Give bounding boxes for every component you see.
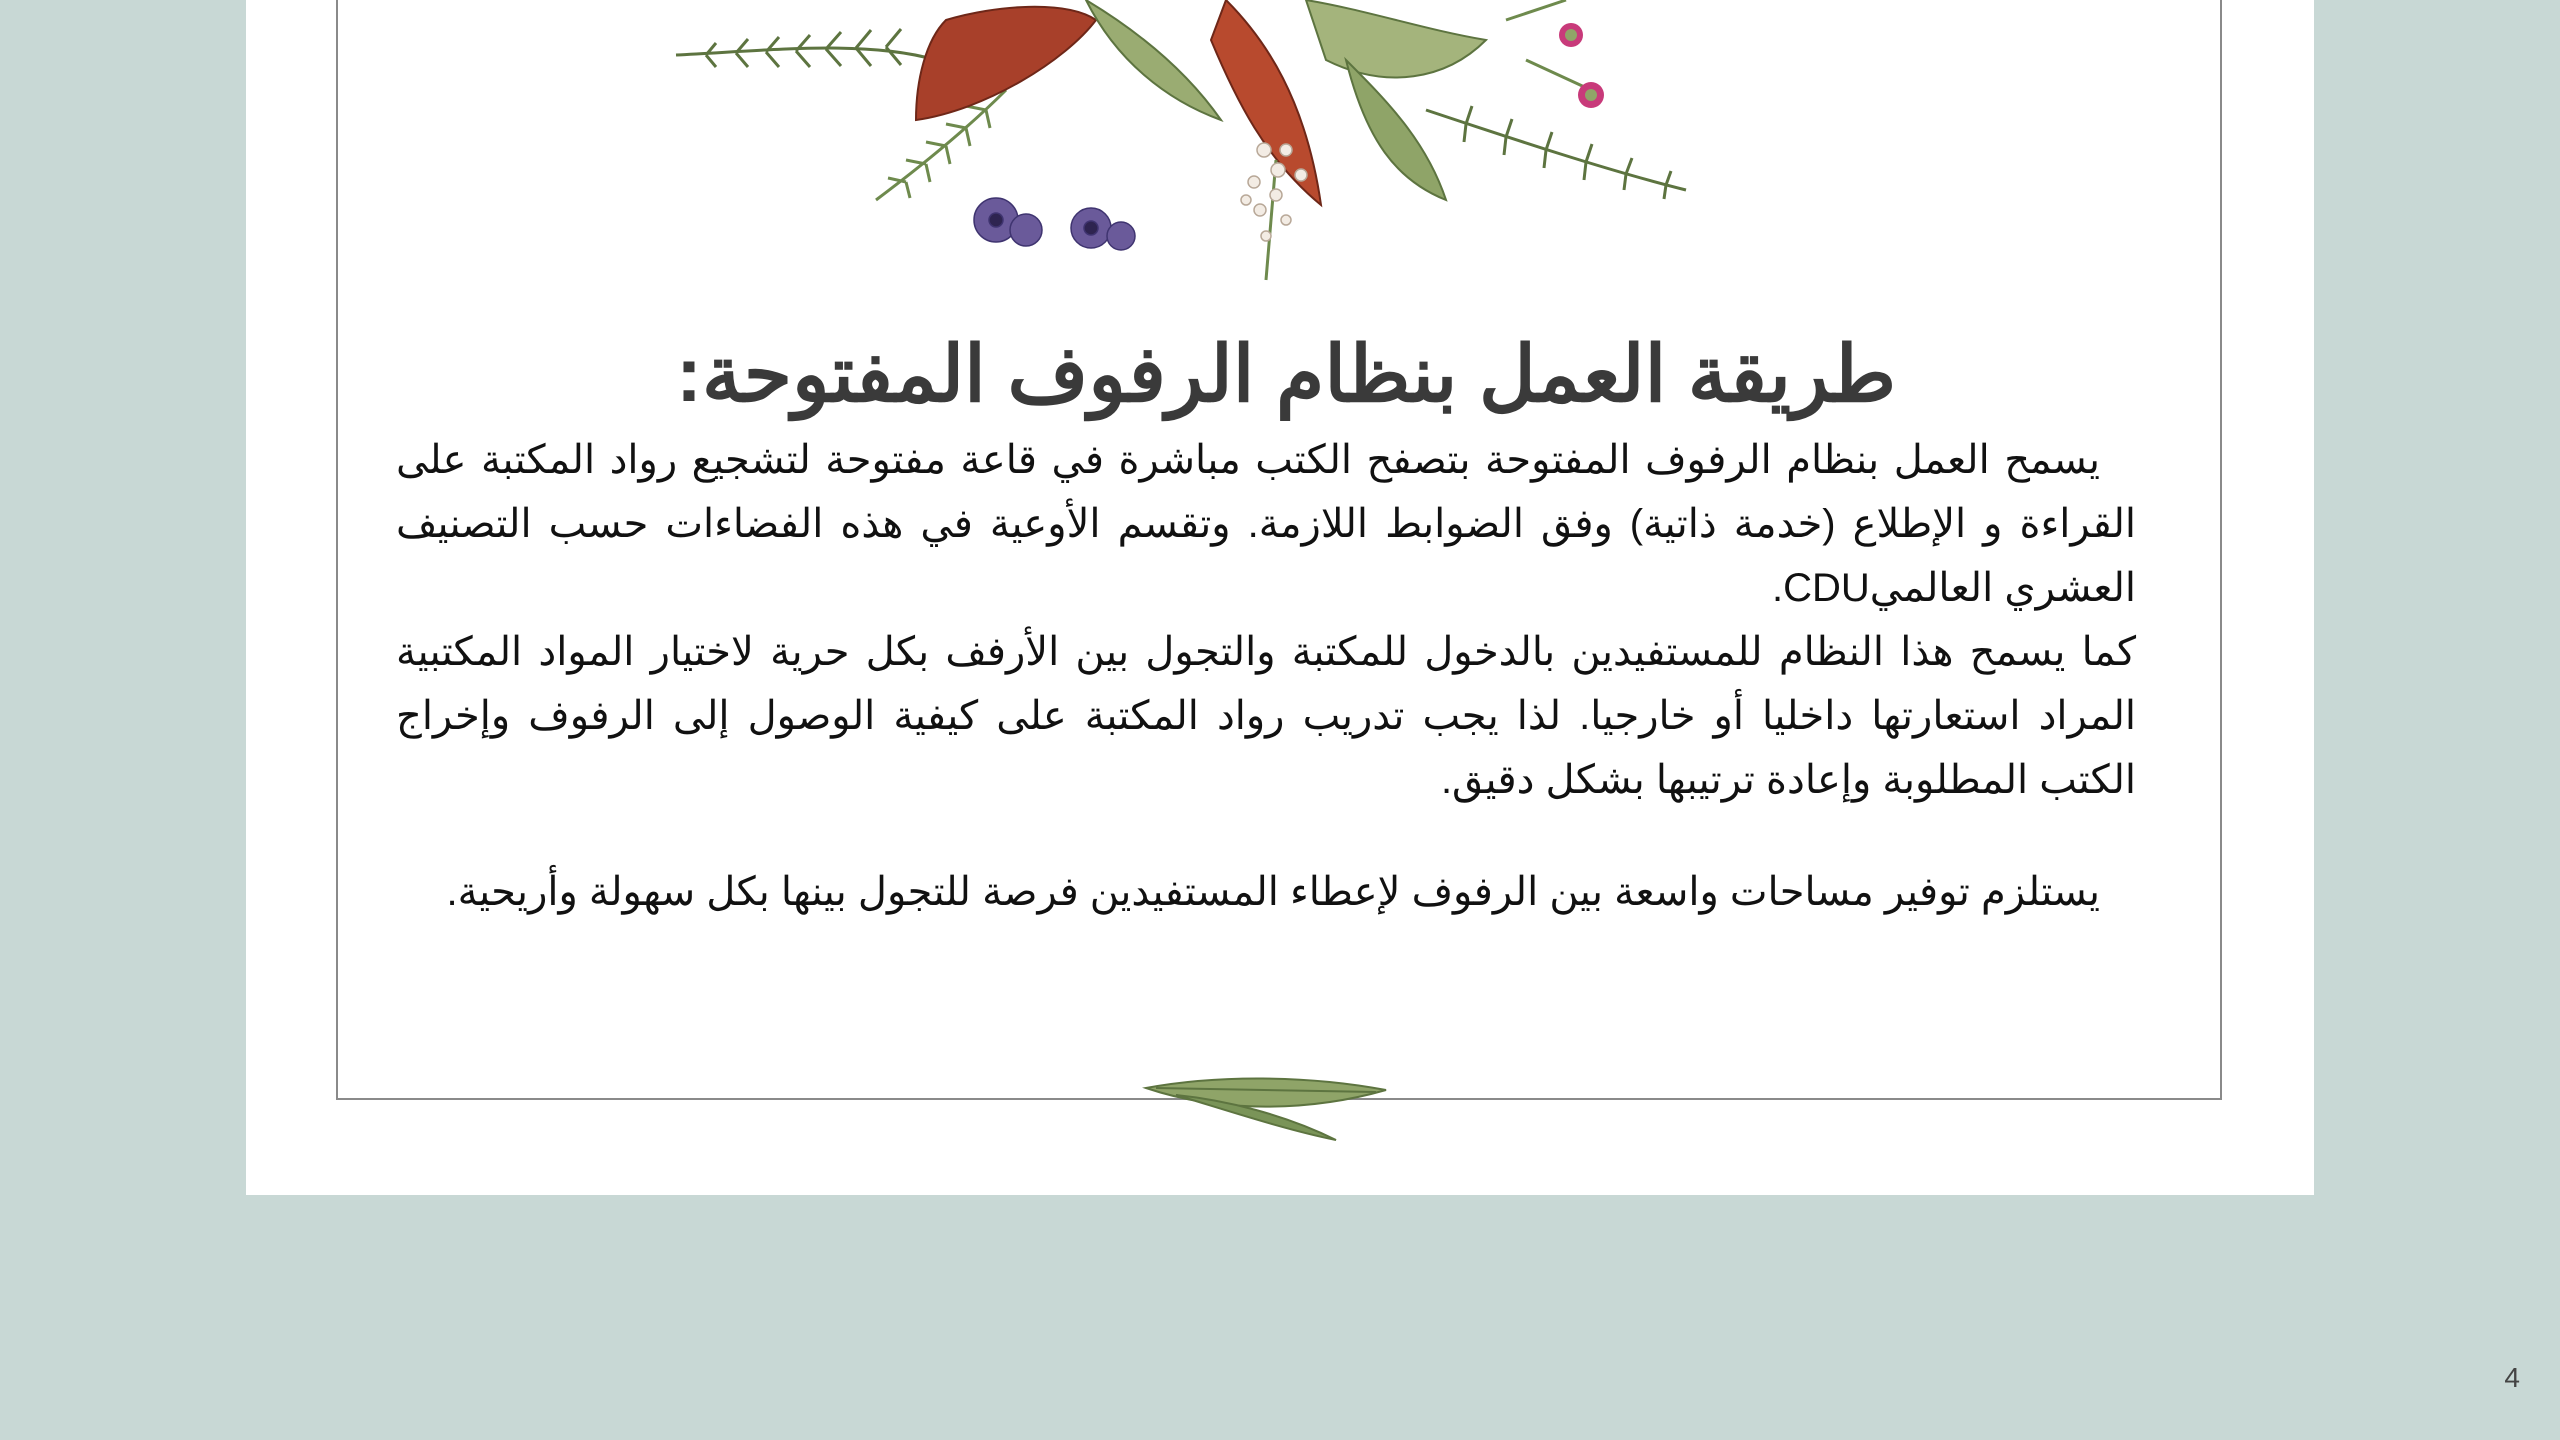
red-leaf-left bbox=[916, 7, 1096, 120]
paragraph-open-shelves-intro: يسمح العمل بنظام الرفوف المفتوحة بتصفح الكتب مباشرة في قاعة مفتوحة لتشجيع رواد المكتبة على القراءة و الإطلاع (خدمة ذاتية) وفق الضوابط اللازمة. وتقسم الأوعية في هذه الفضاءات حسب التصنيف العشري العالميCDU. bbox=[396, 438, 2136, 610]
green-leaf-center bbox=[1086, 0, 1221, 120]
page-number: 4 bbox=[2504, 1362, 2520, 1393]
cornflowers bbox=[974, 198, 1135, 250]
paragraph-open-shelves-space: يستلزم توفير مساحات واسعة بين الرفوف لإعطاء المستفيدين فرصة للتجول بينها بكل سهولة وأريحية. bbox=[446, 870, 2100, 914]
fern-left bbox=[676, 29, 936, 67]
paragraph-open-shelves-access: كما يسمح هذا النظام للمستفيدين بالدخول للمكتبة والتجول بين الأرفف بكل حرية لاختيار المواد المكتبية المراد استعارتها داخليا أو خارجيا. لذا يجب تدريب رواد المكتبة على كيفية الوصول إلى الرفوف وإخراج الكتب المطلوبة وإعادة ترتيبها بشكل دقيق. bbox=[396, 630, 2136, 802]
green-leaf-right-2 bbox=[1346, 60, 1446, 200]
slide-page bbox=[246, 0, 2314, 1195]
leaf-sprig-icon bbox=[1136, 1070, 1396, 1150]
thistle-flowers bbox=[1506, 0, 1604, 108]
green-leaf-right bbox=[1306, 0, 1486, 77]
floral-bouquet-icon bbox=[666, 0, 1726, 290]
fern-right bbox=[1426, 106, 1686, 199]
slide-body-text bbox=[396, 428, 2136, 924]
slide-title: طريقة العمل بنظام الرفوف المفتوحة: bbox=[675, 330, 1897, 419]
